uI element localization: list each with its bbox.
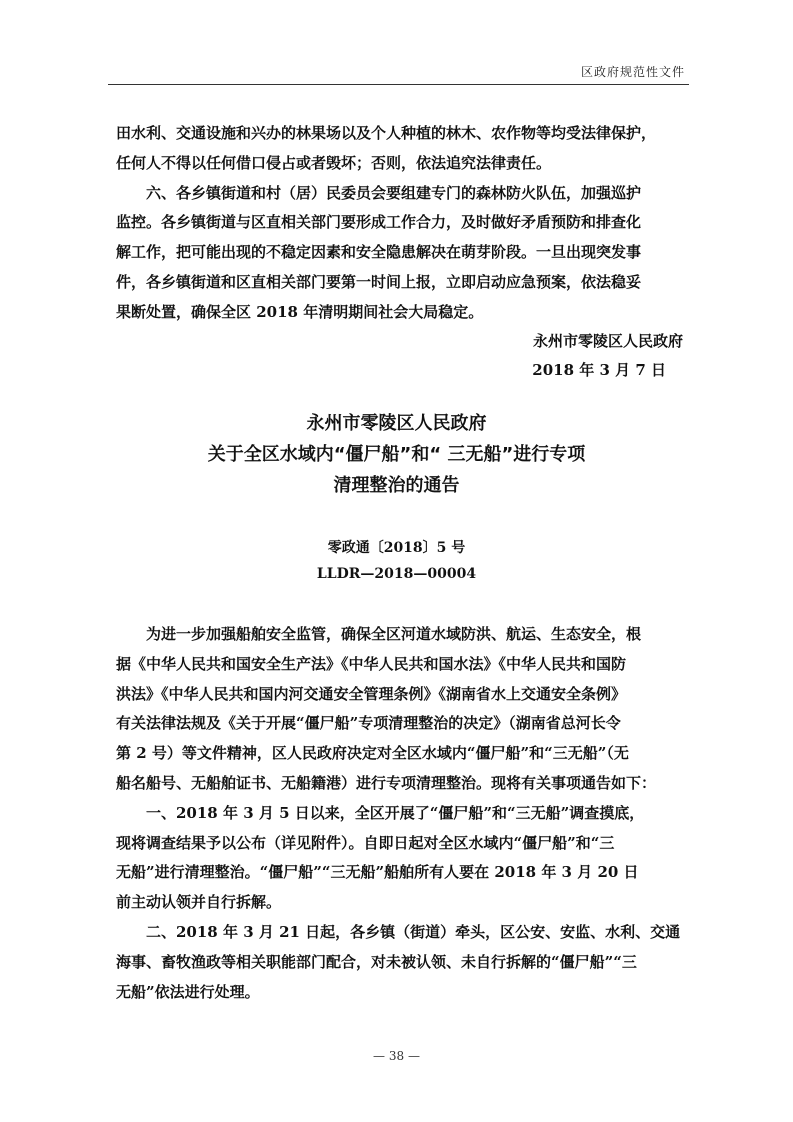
text-line: 监控。各乡镇街道与区直相关部门要形成工作合力，及时做好矛盾预防和排查化 <box>116 213 642 232</box>
top-section <box>116 119 686 328</box>
notice-title <box>0 408 793 501</box>
text-line: 船名船号、无船舶证书、无船籍港）进行专项清理整治。现将有关事项通告如下： <box>116 773 657 792</box>
document-number: 零政通〔2018〕5 号 <box>327 540 466 556</box>
text-line: 无船”进行清理整治。“僵尸船”“三无船”船舶所有人要在 2018 年 3 月 20 日 <box>116 863 639 882</box>
title-line: 清理整治的通告 <box>333 475 460 496</box>
text-line: 田水利、交通设施和兴办的林果场以及个人种植的林木、农作物等均受法律保护， <box>116 124 657 142</box>
paragraph <box>116 119 686 179</box>
text-line: 第 2 号）等文件精神，区人民政府决定对全区水域内“僵尸船”和“三无船”（无 <box>116 744 629 763</box>
text-line: 果断处置，确保全区 2018 年清明期间社会大局稳定。 <box>116 302 484 321</box>
title-line: 永州市零陵区人民政府 <box>306 413 487 434</box>
text-line: 二、2018 年 3 月 21 日起，各乡镇（街道）牵头，区公安、安监、水利、交通 <box>146 922 681 941</box>
paragraph <box>116 620 686 799</box>
text-line: 任何人不得以任何借口侵占或者毁坏；否则，依法追究法律责任。 <box>116 153 552 172</box>
text-line: 解工作，把可能出现的不稳定因素和安全隐患解决在萌芽阶段。一旦出现突发事 <box>116 243 642 262</box>
text-line: 洪法》《中华人民共和国内河交通安全管理条例》《湖南省水上交通安全条例》 <box>116 684 627 703</box>
text-line: 一、2018 年 3 月 5 日以来，全区开展了“僵尸船”和“三无船”调查摸底， <box>146 803 645 822</box>
paragraph <box>116 179 686 328</box>
text-line: 六、各乡镇街道和村（居）民委员会要组建专门的森林防火队伍，加强巡护 <box>146 183 642 202</box>
title-line: 关于全区水域内“僵尸船”和“ 三无船”进行专项 <box>207 444 586 465</box>
notice-body <box>116 620 686 1007</box>
page-number: — 38 — <box>373 1049 420 1063</box>
text-line: 有关法律法规及《关于开展“僵尸船”专项清理整治的决定》（湖南省总河长令 <box>116 714 621 733</box>
header-rule <box>108 84 689 85</box>
text-line: 无船”依法进行处理。 <box>116 982 260 1001</box>
signature-date: 2018 年 3 月 7 日 <box>532 361 666 379</box>
signature-org: 永州市零陵区人民政府 <box>532 332 683 350</box>
text-line: 现将调查结果予以公布（详见附件）。自即日起对全区水域内“僵尸船”和“三 <box>116 833 615 852</box>
text-line: 据《中华人民共和国安全生产法》《中华人民共和国水法》《中华人民共和国防 <box>116 654 627 673</box>
text-line: 为进一步加强船舶安全监管，确保全区河道水域防洪、航运、生态安全，根 <box>146 625 642 643</box>
text-line: 件，各乡镇街道和区直相关部门要第一时间上报，立即启动应急预案，依法稳妥 <box>116 272 642 291</box>
paragraph <box>116 918 686 1007</box>
ldr-number: LLDR—2018—00004 <box>316 566 477 582</box>
text-line: 前主动认领并自行拆解。 <box>116 893 282 912</box>
text-line: 海事、畜牧渔政等相关职能部门配合，对未被认领、未自行拆解的“僵尸船”“三 <box>116 952 637 971</box>
header-label: 区政府规范性文件 <box>580 65 685 79</box>
paragraph <box>116 799 686 918</box>
